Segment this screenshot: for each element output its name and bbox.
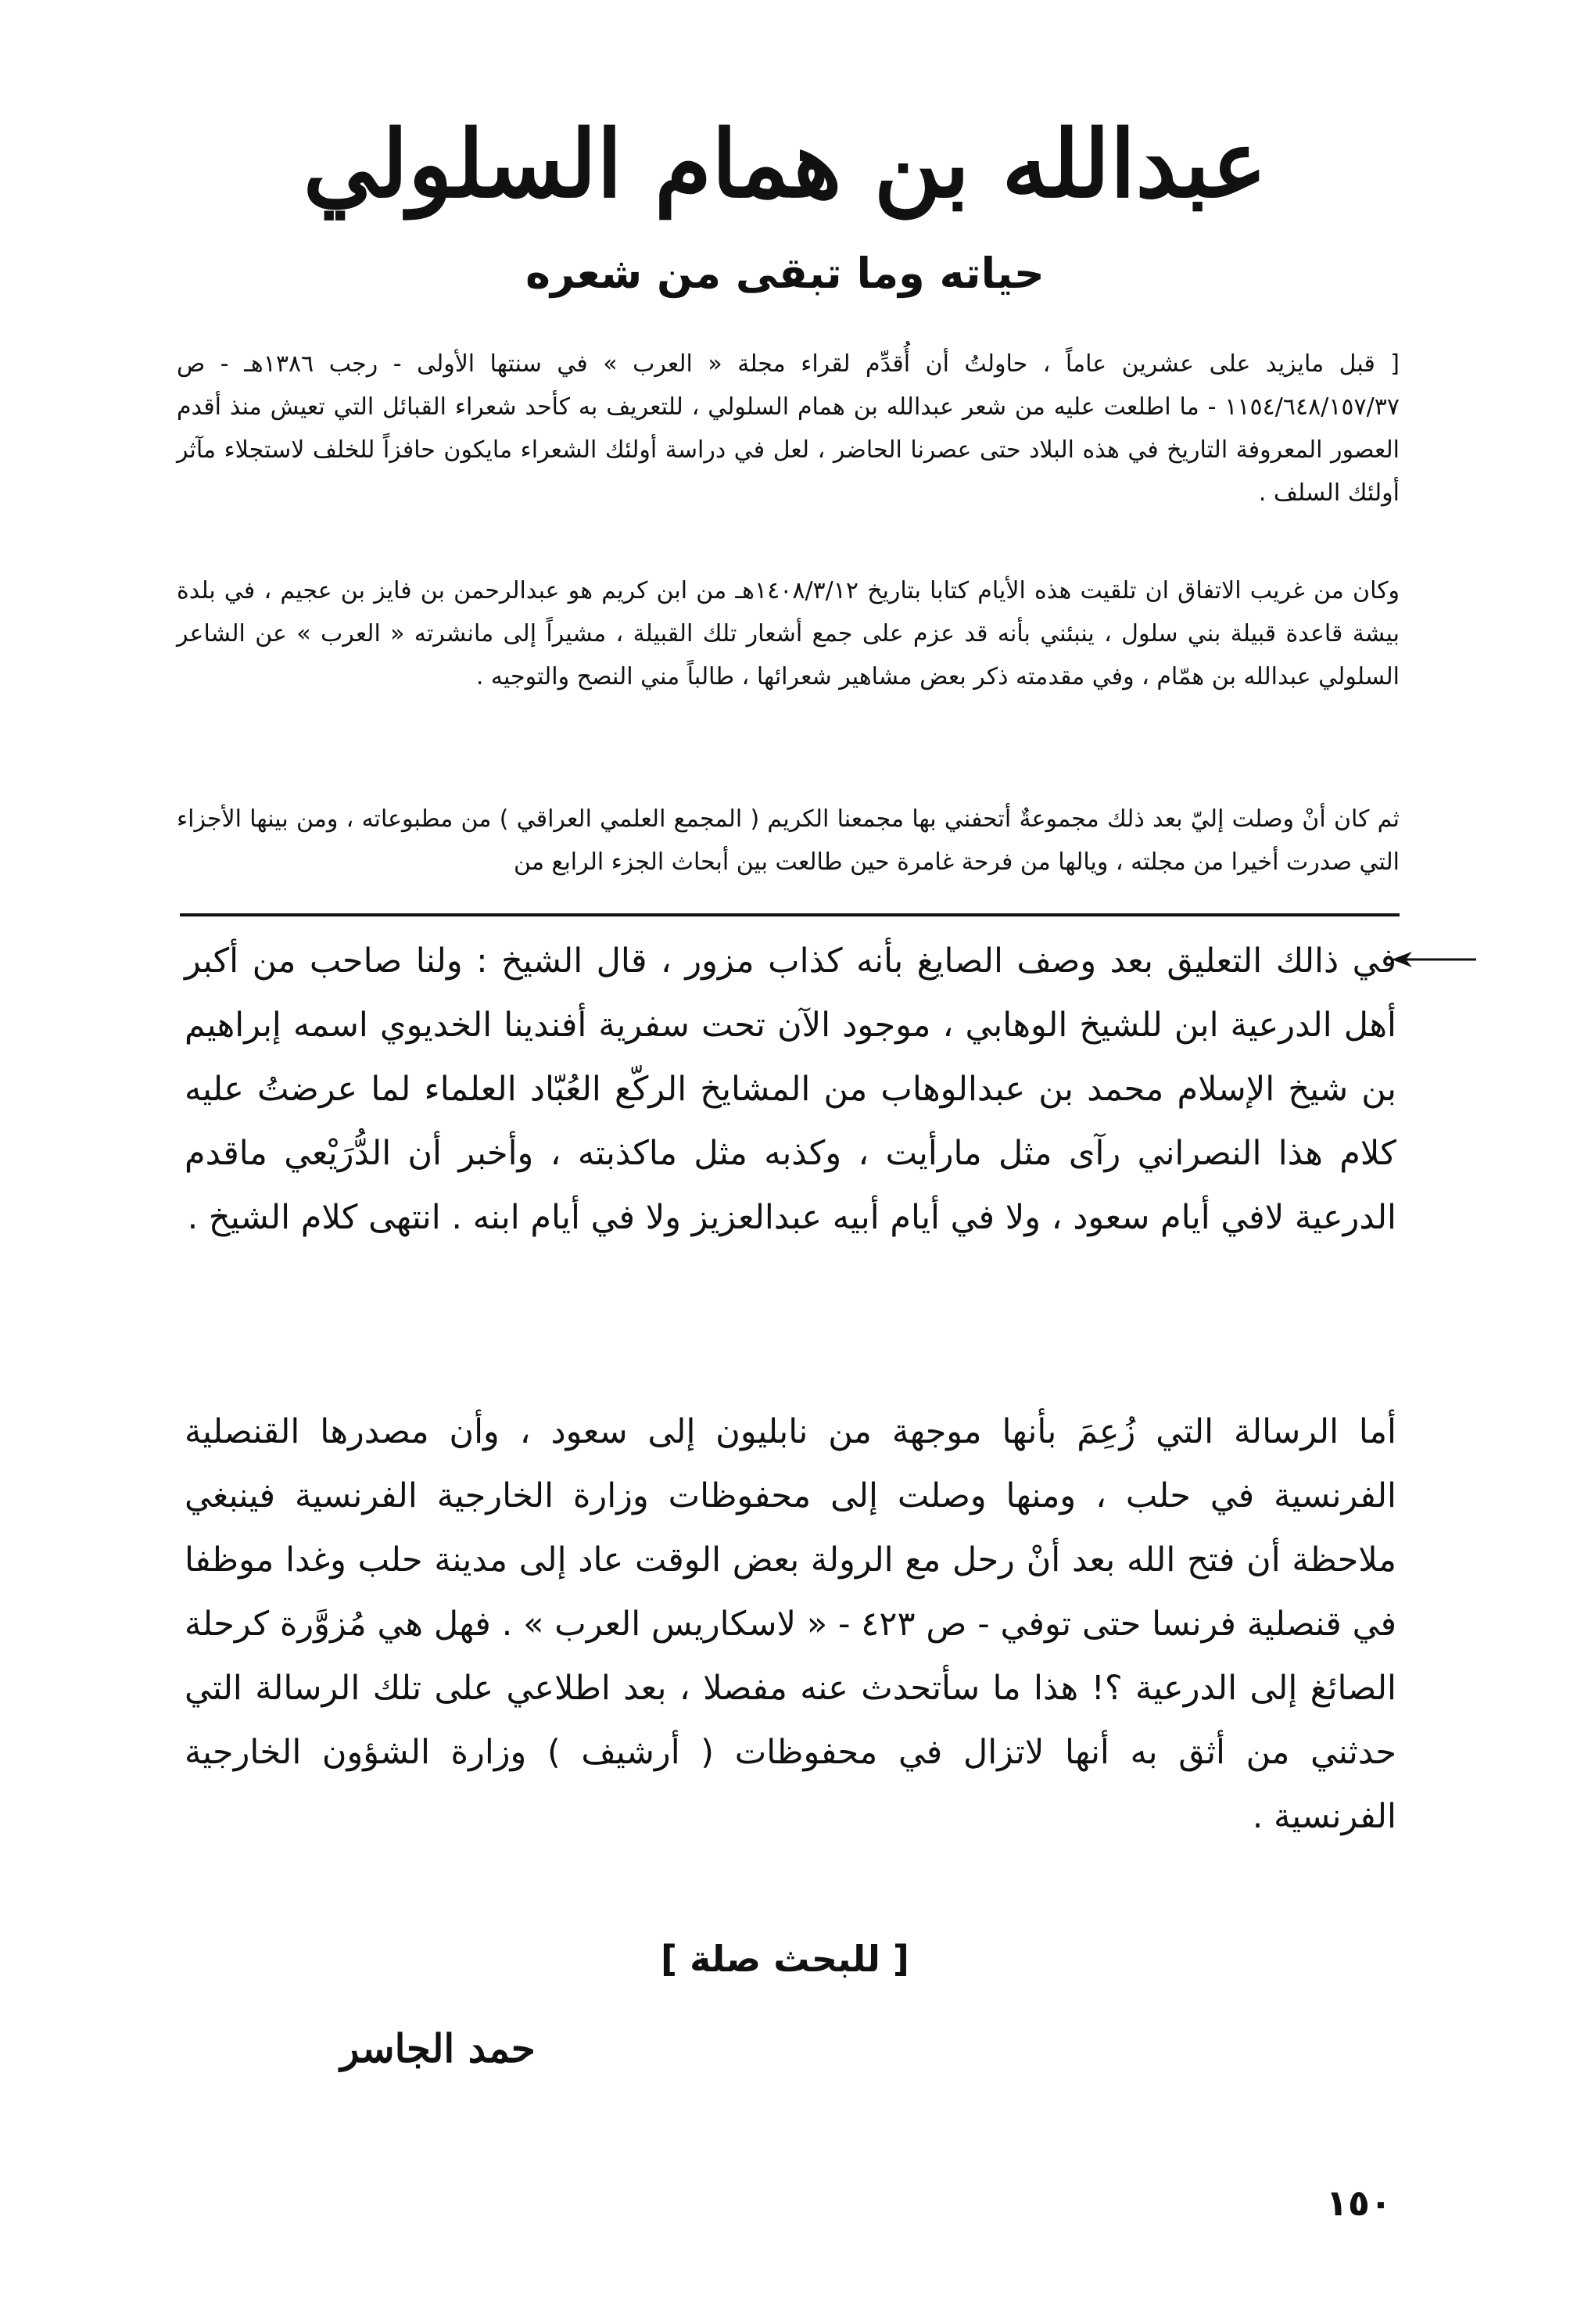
to-be-continued-note: [ للبحث صلة ] — [661, 1938, 909, 1980]
page-number: ١٥٠ — [1325, 2182, 1392, 2224]
intro-paragraph-2: وكان من غريب الاتفاق ان تلقيت هذه الأيام كتابا بتاريخ ١٤٠٨/٣/١٢هـ من ابن كريم هو عبدالرحمن بن فايز بن عجيم ، في بلدة بيشة قاعدة قبيلة بني سلول ، ينبئني بأنه قد عزم على جمع أشعار تلك القبيلة ، مشيراً إلى مانشرته « العرب » عن الشاعر السلولي عبدالله بن همّام ، وفي مقدمته ذكر بعض مشاهير شعرائها ، طالباً مني النصح والتوجيه . — [177, 577, 1400, 690]
main-paragraph-1: في ذالك التعليق بعد وصف الصايغ بأنه كذاب مزور ، قال الشيخ : ولنا صاحب من أكبر أهل الدرعية ابن للشيخ الوهابي ، موجود الآن تحت سفرية أفندينا الخديوي اسمه إبراهيم بن شيخ الإسلام محمد بن عبدالوهاب من المشايخ الركّع العُبّاد العلماء لما عرضتُ عليه كلام هذا النصراني رآى مثل مارأيت ، وكذبه مثل ماكذبته ، وأخبر أن الدُّرَيْعي ماقدم الدرعية لافي أيام سعود ، ولا في أيام أبيه عبدالعزيز ولا في أيام ابنه . انتهى كلام الشيخ . — [185, 941, 1396, 1237]
main-paragraph-2: أما الرسالة التي زُعِمَ بأنها موجهة من نابليون إلى سعود ، وأن مصدرها القنصلية الفرنسية في حلب ، ومنها وصلت إلى محفوظات وزارة الخارجية الفرنسية فينبغي ملاحظة أن فتح الله بعد أنْ رحل مع الرولة بعض الوقت عاد إلى مدينة حلب وغدا موظفا في قنصلية فرنسا حتى توفي - ص ٤٢٣ - « لاسكاريس العرب » . فهل هي مُزوَّرة كرحلة الصائغ إلى الدرعية ؟! هذا ما سأتحدث عنه مفصلا ، بعد اطلاعي على تلك الرسالة التي حدثني من أثق به أنها لاتزال في محفوظات ( أرشيف ) وزارة الشؤون الخارجية الفرنسية . — [185, 1412, 1396, 1836]
section-divider — [180, 913, 1400, 916]
intro-paragraph-3: ثم كان أنْ وصلت إليّ بعد ذلك مجموعةٌ أتحفني بها مجمعنا الكريم ( المجمع العلمي العراقي ) من مطبوعاته ، ومن بينها الأجزاء التي صدرت أخيرا من مجلته ، ويالها من فرحة غامرة حين طالعت بين أبحاث الجزء الرابع من — [177, 805, 1400, 876]
left-arrow-icon — [1392, 948, 1478, 971]
intro-paragraph-1: [ قبل مايزيد على عشرين عاماً ، حاولتُ أن أُقدِّم لقراء مجلة « العرب » في سنتها الأولى - رجب ١٣٨٦هـ - ص ١١٥٤/٦٤٨/١٥٧/٣٧ - ما اطلعت عليه من شعر عبدالله بن همام السلولي ، للتعريف به كأحد شعراء القبائل التي تعيش منذ أقدم العصور المعروفة التاريخ في هذه البلاد حتى عصرنا الحاضر ، لعل في دراسة أولئك الشعراء مايكون حافزاً للخلف لاستجلاء مآثر أولئك السلف . — [177, 350, 1400, 507]
article-subtitle: حياته وما تبقى من شعره — [525, 249, 1045, 298]
article-title: عبدالله بن همام السلولي — [303, 109, 1267, 218]
author-signature: حمد الجاسر — [340, 2025, 536, 2071]
